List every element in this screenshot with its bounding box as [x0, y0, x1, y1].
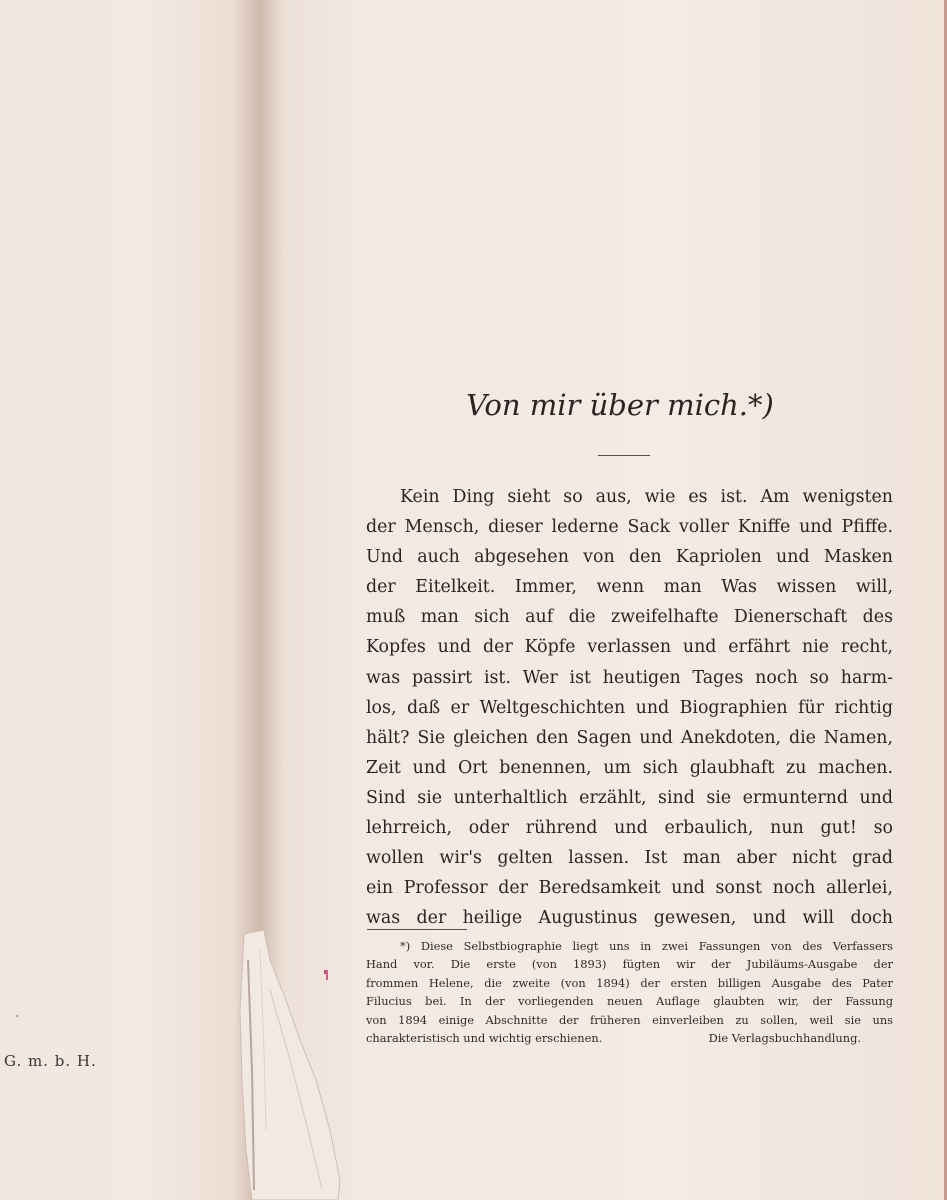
body-line: Sind sie unterhaltlich erzählt, sind sie ermunternd und [366, 787, 893, 808]
footnote-line: von 1894 einige Abschnitte der früheren einverleiben zu sollen, weil sie uns [366, 1012, 893, 1027]
body-line: Kopfes und der Köpfe verlassen und erfährt nie recht, [366, 637, 893, 658]
footnote-line: frommen Helene, die zweite (von 1894) der ersten billigen Ausgabe des Pater [366, 975, 893, 990]
heading-divider [598, 455, 650, 456]
body-line: hält? Sie gleichen den Sagen und Anekdoten, die Namen, [366, 727, 893, 748]
body-line: muß man sich auf die zweifelhafte Dienerschaft des [366, 607, 893, 628]
footnote-line: charakteristisch und wichtig erschienen. [366, 1031, 603, 1046]
body-line: Zeit und Ort benennen, um sich glaubhaft zu machen. [366, 757, 893, 778]
body-line: Und auch abgesehen von den Kapriolen und Masken [366, 547, 893, 568]
left-page [0, 0, 250, 1200]
footnote [366, 937, 893, 1047]
body-text [366, 482, 893, 933]
torn-paper-flap [230, 930, 342, 1200]
footnote-divider [367, 929, 467, 930]
publisher-abbreviation: G. m. b. H. [4, 1052, 97, 1070]
publisher-signature: Die Verlagsbuchhandlung. [708, 1031, 861, 1046]
body-line: Kein Ding sieht so aus, wie es ist. Am wenigsten [400, 487, 893, 507]
body-line: ein Professor der Beredsamkeit und sonst noch allerlei, [366, 878, 893, 899]
footnote-line: Filucius bei. In der vorliegenden neuen Auflage glaubten wir, der Fassung [366, 994, 893, 1009]
footnote-line: *) Diese Selbstbiographie liegt uns in zwei Fassungen von des Verfassers [400, 939, 893, 953]
body-line: der Eitelkeit. Immer, wenn man Was wissen will, [366, 577, 893, 598]
paper-speck [16, 1015, 18, 1017]
page-heading: Von mir über mich.*) [466, 388, 774, 422]
footnote-last-line [366, 1029, 893, 1047]
body-line: was passirt ist. Wer ist heutigen Tages noch so harm- [366, 667, 893, 688]
body-line: los, daß er Weltgeschichten und Biographien für richtig [366, 697, 893, 718]
body-line: der Mensch, dieser lederne Sack voller Kniffe und Pfiffe. [366, 517, 893, 538]
body-line: wollen wir's gelten lassen. Ist man aber nicht grad [366, 848, 893, 869]
body-line: was der heilige Augustinus gewesen, und will doch [366, 908, 893, 929]
footnote-line: Hand vor. Die erste (von 1893) fügten wir der Jubiläums-Ausgabe der [366, 957, 893, 972]
body-line: lehrreich, oder rührend und erbaulich, nun gut! so [366, 818, 893, 839]
